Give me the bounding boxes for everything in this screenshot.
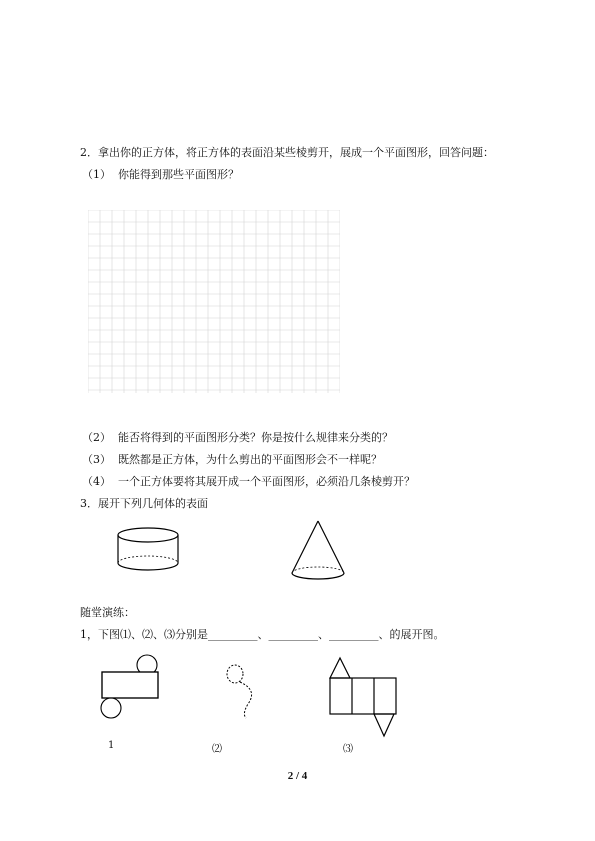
question-3 <box>82 453 382 467</box>
question-1-text: 你能得到那些平面图形？ <box>118 168 239 181</box>
prism-net-figure <box>326 654 400 740</box>
figure-label-3: ⑶ <box>343 744 353 755</box>
dashed-curve-figure <box>222 662 262 722</box>
question-4-text: 一个正方体要将其展开成一个平面图形，必须沿几条棱剪开？ <box>118 475 415 488</box>
cone-figure <box>288 518 348 584</box>
section3-title: 3．展开下列几何体的表面 <box>80 497 208 510</box>
practice-heading: 随堂演练： <box>80 606 135 619</box>
question-2-text: 能否将得到的平面图形分类？你是按什么规律来分类的？ <box>118 431 393 444</box>
question-1 <box>82 168 239 182</box>
answer-grid <box>88 210 340 393</box>
question-3-number: （3） <box>82 453 111 466</box>
figure-label-2: ⑵ <box>212 744 222 755</box>
question-4 <box>82 475 415 489</box>
page-number: 2 / 4 <box>287 770 308 782</box>
practice-question-1: 1，下图⑴、⑵、⑶分别是_________、_________、_________、的展开图。 <box>80 628 445 641</box>
question-4-number: （4） <box>82 475 111 488</box>
question-1-number: （1） <box>82 168 111 181</box>
question-2-number: （2） <box>82 431 111 444</box>
cylinder-net-figure <box>96 652 162 722</box>
section2-title: 2．拿出你的正方体，将正方体的表面沿某些棱剪开，展成一个平面图形，回答问题： <box>80 146 494 159</box>
question-2 <box>82 431 393 445</box>
cylinder-figure <box>116 525 182 575</box>
question-3-text: 既然都是正方体，为什么剪出的平面图形会不一样呢？ <box>118 453 382 466</box>
figure-label-1: 1 <box>108 740 115 751</box>
